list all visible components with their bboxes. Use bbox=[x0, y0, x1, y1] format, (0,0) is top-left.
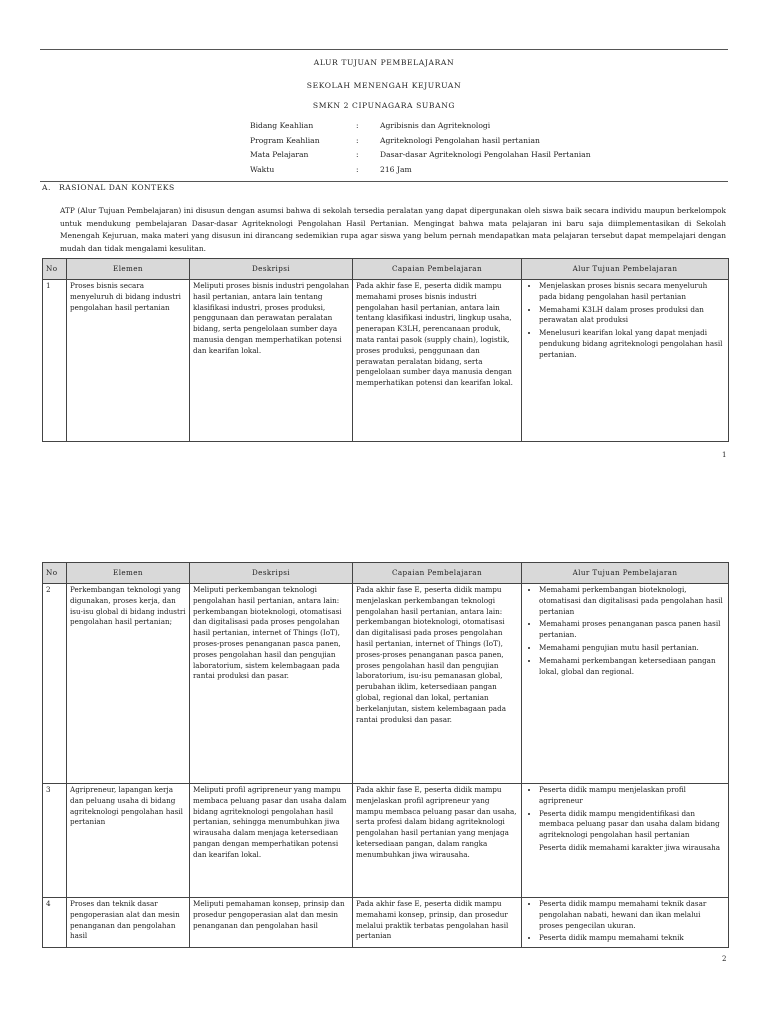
rationale-paragraph: ATP (Alur Tujuan Pembelajaran) ini disusun dengan asumsi bahwa di sekolah tersedia peralatan yang dapat dipergunakan oleh siswa baik secara individu maupun berkelompok untuk mendukung pembelajaran Dasar-dasar Agriteknologi Pengolahan Hasil Pertanian. Mengingat bahwa mata pelajaran ini baru saja diimplementasikan di Sekolah Menengah Kejuruan, maka materi yang disusun ini dirancang sedemikian rupa agar siswa yang belum pernah mendapatkan mata pelajaran tersebut dapat mempelajari dengan mudah dan tidak mengalami kesulitan. bbox=[60, 206, 726, 253]
list-item: • Peserta didik mampu memahami teknik bbox=[539, 933, 725, 944]
table-row bbox=[43, 280, 729, 442]
table-row bbox=[43, 898, 729, 948]
cell-no: 3 bbox=[43, 784, 67, 898]
cell-elemen: Proses dan teknik dasar pengoperasian alat dan mesin penanganan dan pengolahan hasil bbox=[67, 898, 190, 948]
meta-sep: : bbox=[356, 164, 359, 174]
cell-deskripsi: Meliputi perkembangan teknologi pengolahan hasil pertanian, antara lain: perkembangan bioteknologi, otomatisasi dan digitalisasi pada proses pengolahan hasil pertanian, internet of Things (IoT), proses-proses penanganan pasca panen, proses pengolahan hasil dan pengujian laboratorium, sistem kelembagaan pada rantai produksi dan pasar. bbox=[190, 584, 353, 784]
page-number: 2 bbox=[722, 955, 727, 963]
table-row bbox=[43, 584, 729, 784]
cell-deskripsi: Meliputi profil agripreneur yang mampu membaca peluang pasar dan usaha dalam bidang agriteknologi pengolahan hasil pertanian, sehingga menumbuhkan jiwa wirausaha dalam menjaga ketersediaan pangan dengan memperhatikan potensi dan kearifan lokal. bbox=[190, 784, 353, 898]
header-atp: Alur Tujuan Pembelajaran bbox=[522, 563, 729, 584]
header-no: No bbox=[43, 259, 67, 280]
cell-atp bbox=[522, 584, 729, 784]
list-item: • Memahami perkembangan ketersediaan pangan lokal, global dan regional. bbox=[539, 656, 725, 678]
meta-value: Dasar-dasar Agriteknologi Pengolahan Hasil Pertanian bbox=[380, 150, 591, 159]
cell-atp bbox=[522, 784, 729, 898]
list-item: • Memahami proses penanganan pasca panen hasil pertanian. bbox=[539, 619, 725, 641]
page-1 bbox=[0, 0, 768, 472]
meta-sep: : bbox=[356, 121, 359, 130]
page-2 bbox=[0, 535, 768, 1024]
meta-value: 216 Jam bbox=[380, 164, 412, 174]
table-header-row bbox=[43, 563, 729, 584]
atp-list bbox=[525, 281, 725, 361]
cell-capaian: Pada akhir fase E, peserta didik mampu menjelaskan profil agripreneur yang mampu membaca peluang pasar dan usaha, serta profesi dalam bidang agriteknologi pengolahan hasil pertanian yang menjaga ketersediaan pangan, dalam rangka menumbuhkan jiwa wirausaha. bbox=[353, 784, 522, 898]
cell-capaian: Pada akhir fase E, peserta didik mampu memahami proses bisnis industri pengolahan hasil pertanian, antara lain tentang klasifikasi industri, lingkup usaha, penerapan K3LH, perencanaan produk, mata rantai pasok (supply chain), logistik, proses produksi, penggunaan dan perawatan peralatan bidang, serta pengelolaan sumber daya manusia dengan memperhatikan potensi dan kearifan lokal. bbox=[353, 280, 522, 442]
meta-row bbox=[250, 148, 591, 163]
header-capaian: Capaian Pembelajaran bbox=[353, 259, 522, 280]
meta-key: Mata Pelajaran bbox=[250, 150, 309, 159]
list-item: • Memahami perkembangan bioteknologi, otomatisasi dan digitalisasi pada pengolahan hasil pertanian bbox=[539, 585, 725, 617]
atp-table-page2 bbox=[42, 562, 729, 948]
header-elemen: Elemen bbox=[67, 259, 190, 280]
list-item: • Memahami K3LH dalam proses produksi dan perawatan alat produksi bbox=[539, 305, 725, 327]
header-deskripsi: Deskripsi bbox=[190, 563, 353, 584]
cell-capaian: Pada akhir fase E, peserta didik mampu menjelaskan perkembangan teknologi pengolahan hasil pertanian, antara lain: perkembangan bioteknologi, otomatisasi dan digitalisasi pada proses pengolahan hasil pertanian, internet of Things (IoT), proses-proses penanganan pasca panen, proses pengolahan hasil dan pengujian laboratorium, isu-isu pemanasan global, perubahan iklim, ketersediaan pangan global, regional dan lokal, pertanian berkelanjutan, sistem kelembagaan pada rantai produksi dan pasar. bbox=[353, 584, 522, 784]
header-no: No bbox=[43, 563, 67, 584]
header-atp: Alur Tujuan Pembelajaran bbox=[522, 259, 729, 280]
table-row bbox=[43, 784, 729, 898]
cell-atp bbox=[522, 280, 729, 442]
page-number: 1 bbox=[722, 451, 727, 459]
list-item: • Peserta didik mampu memahami teknik dasar pengolahan nabati, hewani dan ikan melalui proses pengecilan ukuran. bbox=[539, 899, 725, 931]
list-item: • Peserta didik mampu mengidentifikasi dan membaca peluang pasar dan usaha dalam bidang agriteknologi pengolahan hasil pertanian bbox=[539, 809, 725, 841]
atp-list bbox=[525, 585, 725, 677]
atp-list bbox=[525, 899, 725, 944]
doc-title: ALUR TUJUAN PEMBELAJARAN bbox=[313, 58, 455, 67]
atp-list bbox=[525, 785, 725, 841]
meta-key: Program Keahlian bbox=[250, 135, 320, 145]
header-elemen: Elemen bbox=[67, 563, 190, 584]
cell-no: 2 bbox=[43, 584, 67, 784]
cell-atp bbox=[522, 898, 729, 948]
school-type: SEKOLAH MENENGAH KEJURUAN bbox=[306, 81, 462, 90]
school-name: SMKN 2 CIPUNAGARA SUBANG bbox=[312, 101, 456, 110]
cell-deskripsi: Meliputi proses bisnis industri pengolahan hasil pertanian, antara lain tentang klasifikasi industri, proses produksi, penggunaan dan perawatan peralatan bidang, serta pengelolaan sumber daya manusia dengan memperhatikan potensi dan kearifan lokal. bbox=[190, 280, 353, 442]
meta-sep: : bbox=[356, 150, 359, 159]
table-header-row bbox=[43, 259, 729, 280]
meta-block bbox=[250, 119, 591, 177]
list-item: • Peserta didik mampu menjelaskan profil agripreneur bbox=[539, 785, 725, 807]
list-item: • Memahami pengujian mutu hasil pertanian. bbox=[539, 643, 725, 654]
cell-elemen: Perkembangan teknologi yang digunakan, proses kerja, dan isu-isu global di bidang industri pengolahan hasil pertanian; bbox=[67, 584, 190, 784]
cell-no: 4 bbox=[43, 898, 67, 948]
section-title: RASIONAL DAN KONTEKS bbox=[59, 183, 175, 192]
meta-value: Agriteknologi Pengolahan hasil pertanian bbox=[380, 135, 540, 145]
header-deskripsi: Deskripsi bbox=[190, 259, 353, 280]
list-item: • Menelusuri kearifan lokal yang dapat menjadi pendukung bidang agriteknologi pengolahan hasil pertanian. bbox=[539, 328, 725, 360]
cell-elemen: Proses bisnis secara menyeluruh di bidang industri pengolahan hasil pertanian bbox=[67, 280, 190, 442]
cell-elemen: Agripreneur, lapangan kerja dan peluang usaha di bidang agriteknologi pengolahan hasil pertanian bbox=[67, 784, 190, 898]
meta-row bbox=[250, 119, 591, 134]
header-capaian: Capaian Pembelajaran bbox=[353, 563, 522, 584]
meta-sep: : bbox=[356, 135, 359, 145]
section-number: A. bbox=[42, 183, 51, 192]
meta-row bbox=[250, 163, 591, 178]
meta-key: Bidang Keahlian bbox=[250, 121, 314, 130]
list-item: • Menjelaskan proses bisnis secara menyeluruh pada bidang pengolahan hasil pertanian bbox=[539, 281, 725, 303]
section-heading bbox=[42, 183, 175, 192]
cell-deskripsi: Meliputi pemahaman konsep, prinsip dan prosedur pengoperasian alat dan mesin penanganan dan pengolahan hasil bbox=[190, 898, 353, 948]
cell-capaian: Pada akhir fase E, peserta didik mampu memahami konsep, prinsip, dan prosedur melalui praktik terbatas pengolahan hasil pertanian bbox=[353, 898, 522, 948]
atp-table-page1 bbox=[42, 258, 729, 442]
cell-no: 1 bbox=[43, 280, 67, 442]
meta-value: Agribisnis dan Agriteknologi bbox=[380, 121, 491, 130]
section-rule bbox=[40, 181, 728, 182]
header-rule bbox=[40, 49, 728, 50]
meta-key: Waktu bbox=[250, 164, 275, 174]
atp-note: Peserta didik memahami karakter jiwa wirausaha bbox=[539, 842, 721, 852]
meta-row bbox=[250, 134, 591, 149]
